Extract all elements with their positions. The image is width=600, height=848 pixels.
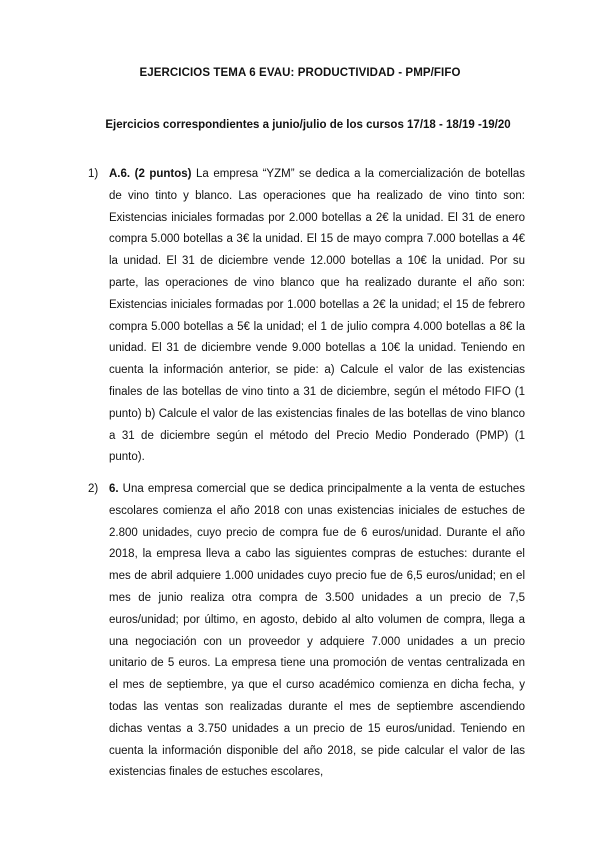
document-subtitle: Ejercicios correspondientes a junio/julio de los cursos 17/18 - 18/19 -19/20 [105,119,511,131]
exercise-body: La empresa “YZM” se dedica a la comercialización de botellas de vino tinto y blanco. Las operaciones que ha realizado de vino tinto son: Existencias iniciales formadas por 2.000 botellas a 2€ la unidad. El 31 de enero compra 5.000 botellas a 3€ la unidad. El 15 de mayo compra 7.000 botellas a 4€ la unidad. El 31 de diciembre vende 12.000 botellas a 10€ la unidad. Por su parte, las operaciones de vino blanco que ha realizado durante el año son: Existencias iniciales formadas por 1.000 botellas a 2€ la unidad; el 15 de febrero compra 5.000 botellas a 5€ la unidad; el 1 de julio compra 4.000 botellas a 8€ la unidad. El 31 de diciembre vende 9.000 botellas a 10€ la unidad. Teniendo en cuenta la información anterior, se pide: a) Calcule el valor de las existencias finales de las botellas de vino tinto a 31 de diciembre, según el método FIFO (1 punto) b) Calcule el valor de las existencias finales de las botellas de vino blanco a 31 de diciembre según el método del Precio Medio Ponderado (PMP) (1 punto). [109,168,525,464]
exercise-text [109,479,525,784]
exercise-body: Una empresa comercial que se dedica principalmente a la venta de estuches escolares comienza el año 2018 con unas existencias iniciales de estuches de 2.800 unidades, cuyo precio de compra fue de 6 euros/unidad. Durante el año 2018, la empresa lleva a cabo las siguientes compras de estuches: durante el mes de abril adquiere 1.000 unidades cuyo precio fue de 6,5 euros/unidad; en el mes de junio realiza otra compra de 3.500 unidades a un precio de 7,5 euros/unidad; por último, en agosto, debido al alto volumen de compra, llega a una negociación con un proveedor y adquiere 7.000 unidades a un precio unitario de 5 euros. La empresa tiene una promoción de ventas centralizada en el mes de septiembre, ya que el curso académico comienza en dicha fecha, y todas las ventas son realizadas durante el mes de septiembre ascendiendo dichas ventas a 3.750 unidades a un precio de 15 euros/unidad. Teniendo en cuenta la información disponible del año 2018, se pide calcular el valor de las existencias finales de estuches escolares, [109,483,525,779]
exercise-lead: A.6. (2 puntos) [109,168,192,180]
exercise-lead: 6. [109,483,119,495]
exercise-number: 2) [88,483,99,495]
document-title: EJERCICIOS TEMA 6 EVAU: PRODUCTIVIDAD - PMP/FIFO [139,67,461,79]
exercise-number: 1) [88,168,99,180]
exercise-text [109,164,525,469]
exercise-item [88,479,525,784]
exercise-item [88,164,525,469]
